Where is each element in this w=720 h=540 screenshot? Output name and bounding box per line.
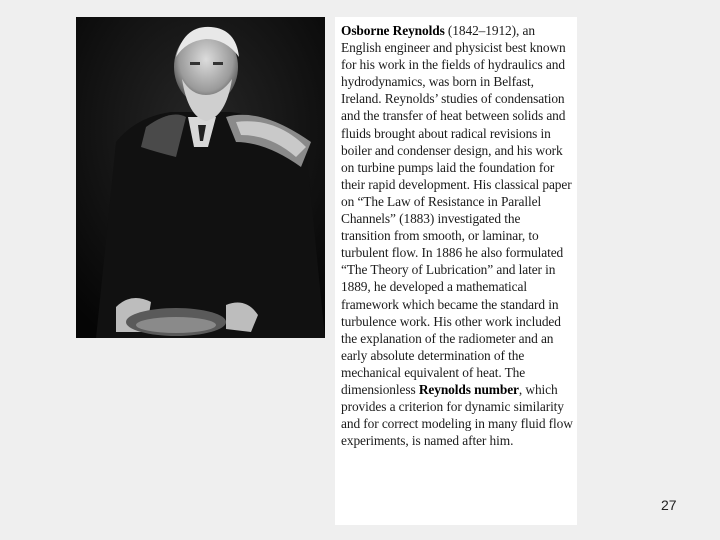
page-number: 27 bbox=[661, 497, 677, 513]
biography-text-part-2: , which provides a criterion for dynamic similarity and for correct modeling in many fluid flow experiments, is named after him. bbox=[341, 381, 573, 449]
biography-term: Reynolds number bbox=[418, 381, 519, 397]
biography-panel bbox=[335, 17, 577, 525]
portrait-illustration bbox=[76, 17, 325, 338]
biography-text bbox=[341, 22, 573, 449]
biography-text-part-1: (1842–1912), an English engineer and physicist best known for his work in the fields of hydraulics and hydrodynamics, was born in Belfast, Ireland. Reynolds’ studies of condensation and the transfer of heat between solids and fluids brought about radical revisions in boiler and condenser design, and his work on turbine pumps laid the foundation for their rapid development. His classical paper on “The Law of Resistance in Parallel Channels” (1883) investigated the transition from smooth, or laminar, to turbulent flow. In 1886 he also formulated “The Theory of Lubrication” and later in 1889, he developed a mathematical framework which became the standard in turbulence work. His other work included the explanation of the radiometer and an early absolute determination of the mechanical equivalent of heat. The dimensionless bbox=[341, 23, 572, 397]
biography-name: Osborne Reynolds bbox=[341, 23, 445, 38]
portrait-photo bbox=[76, 17, 325, 338]
